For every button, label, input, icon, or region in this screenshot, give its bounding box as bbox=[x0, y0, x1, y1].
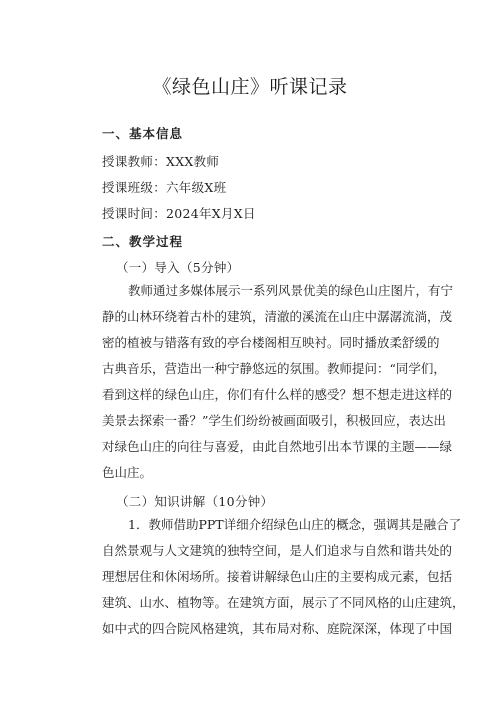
subsection-heading-intro: （一）导入（5分钟） bbox=[116, 260, 240, 275]
paragraph-line: 如中式的四合院风格建筑，其布局对称、庭院深深，体现了中国 bbox=[102, 621, 453, 636]
subsection-heading-knowledge: （二）知识讲解（10分钟） bbox=[116, 494, 274, 509]
paragraph-line: 静的山林环绕着古朴的建筑，清澈的溪流在山庄中潺潺流淌，茂 bbox=[102, 309, 453, 324]
paragraph-line: 对绿色山庄的向往与喜爱，由此自然地引出本节课的主题——绿 bbox=[102, 439, 453, 454]
paragraph-line: 古典音乐，营造出一种宁静悠远的氛围。教师提问：“同学们， bbox=[102, 361, 446, 376]
class-info: 授课班级：六年级X班 bbox=[102, 180, 227, 195]
paragraph-line: 色山庄。 bbox=[102, 465, 153, 480]
paragraph-line: 看到这样的绿色山庄，你们有什么样的感受？想不想走进这样的 bbox=[102, 387, 453, 402]
knowledge-paragraph bbox=[102, 512, 465, 642]
paragraph-line: 建筑、山水、植物等。在建筑方面，展示了不同风格的山庄建筑， bbox=[102, 595, 465, 610]
paragraph-line: 自然景观与人文建筑的独特空间，是人们追求与自然和谐共处的 bbox=[102, 543, 453, 558]
paragraph-line: 1．教师借助PPT详细介绍绿色山庄的概念，强调其是融合了 bbox=[128, 517, 462, 532]
paragraph-line: 美景去探索一番？”学生们纷纷被画面吸引，积极回应，表达出 bbox=[102, 413, 446, 428]
paragraph-line: 理想居住和休闲场所。接着讲解绿色山庄的主要构成元素，包括 bbox=[102, 569, 453, 584]
section-heading-teaching-process: 二、教学过程 bbox=[102, 234, 184, 249]
time-info: 授课时间：2024年X月X日 bbox=[102, 206, 256, 221]
paragraph-line: 教师通过多媒体展示一系列风景优美的绿色山庄图片，有宁 bbox=[128, 283, 454, 298]
section-heading-basic-info: 一、基本信息 bbox=[102, 126, 184, 141]
intro-paragraph bbox=[102, 278, 454, 486]
paragraph-line: 密的植被与错落有致的亭台楼阁相互映衬。同时播放柔舒缓的 bbox=[102, 335, 440, 350]
document-title: 《绿色山庄》听课记录 bbox=[152, 76, 348, 98]
teacher-info: 授课教师：XXX教师 bbox=[102, 154, 220, 169]
